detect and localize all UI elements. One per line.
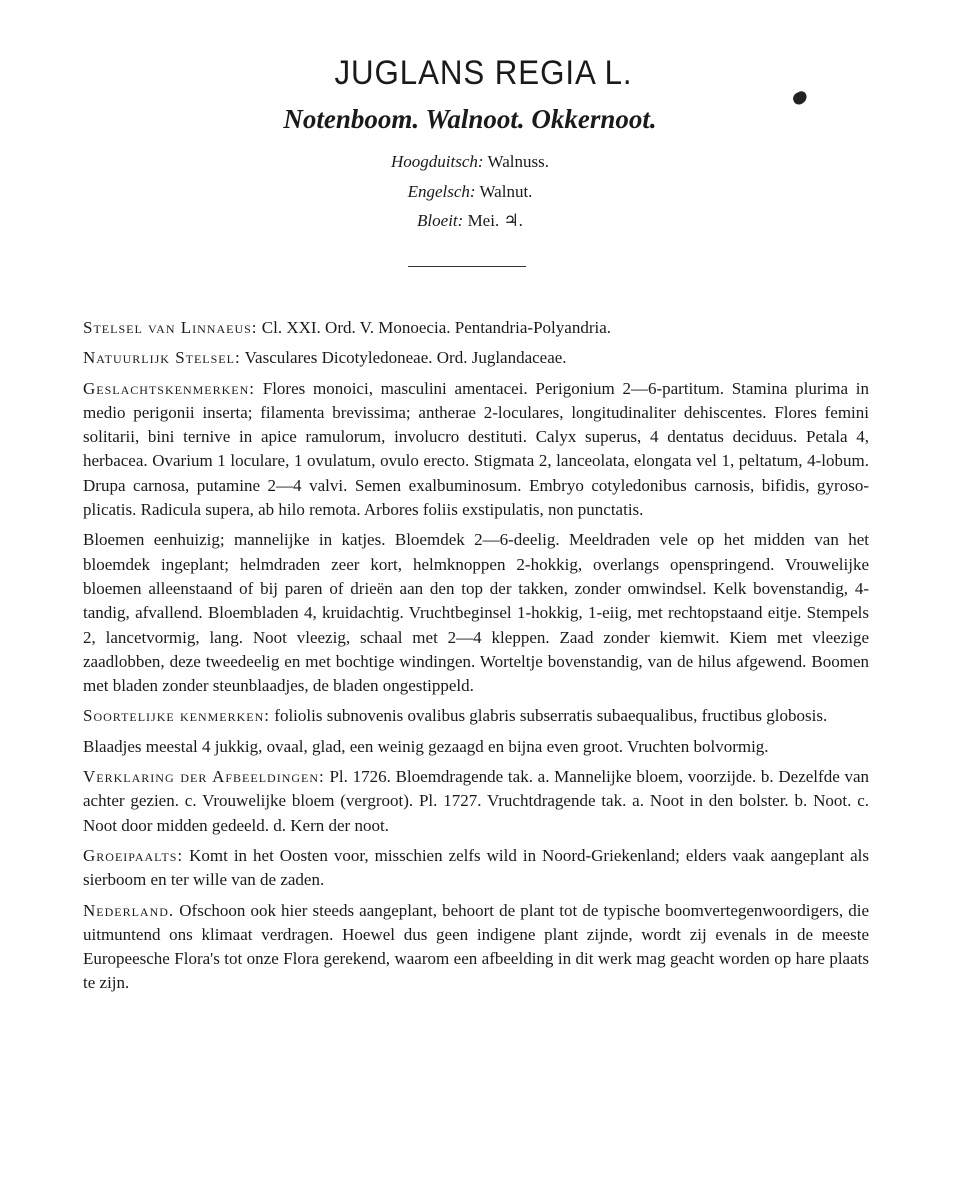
species-characters-label: Soortelijke kenmerken:: [83, 706, 271, 726]
genus-characters-paragraph: [83, 377, 869, 523]
habitat-label: Groeipaalts:: [83, 845, 184, 865]
plates-paragraph: [83, 765, 869, 838]
plates-text: Pl. 1726. Bloemdragende tak. a. Mannelijke bloem, voorzijde. b. Dezelfde van achter gezien. c. Vrouwelijke bloem (vergroot). Pl. 1727. Vruchtdragende tak. a. Noot in den bolster. b. Noot. c. Noot door midden gedeeld. d. Kern der noot.: [83, 767, 870, 835]
natural-system-paragraph: [83, 346, 869, 370]
english-value: Walnut.: [479, 182, 533, 201]
genus-characters-label: Geslachtskenmerken:: [83, 378, 256, 398]
flowering-value: Mei. ♃.: [467, 211, 523, 230]
title-divider: [408, 266, 526, 267]
linnaeus-text: Cl. XXI. Ord. V. Monoecia. Pentandria-Polyandria.: [257, 318, 611, 337]
netherlands-label: Nederland.: [83, 900, 175, 920]
german-label: Hoogduitsch:: [391, 152, 484, 171]
species-characters-dutch: Blaadjes meestal 4 jukkig, ovaal, glad, een weinig gezaagd en bijna even groot. Vruchten bolvormig.: [83, 736, 769, 756]
english-label: Engelsch:: [407, 182, 476, 201]
netherlands-paragraph: [83, 899, 869, 996]
genus-characters-text: Flores monoici, masculini amentacei. Perigonium 2—6-partitum. Stamina plurima in medio perigonii inserta; filamenta brevissima; antherae 2-loculares, longitudinaliter dehiscentes. Flores femini solitarii, bini ternive in apice ramulorum, involucro destituti. Calyx superus, 4 dentatus deciduus. Petala 4, herbacea. Ovarium 1 loculare, 1 ovulatum, ovulo erecto. Stigmata 2, lanceolata, elongata vel 1, peltatum, 4-lobum. Drupa carnosa, putamine 2—4 valvi. Semen exalbuminosum. Embryo cotyledonibus carnosis, bifidis, gyroso-plicatis. Radicula supera, ab hilo remota. Arbores foliis exstipulatis, non punctatis.: [83, 378, 869, 520]
species-characters-paragraph: [83, 704, 869, 728]
german-value: Walnuss.: [487, 152, 549, 171]
plates-label: Verklaring der Afbeeldingen:: [83, 767, 325, 787]
common-names: Notenboom. Walnoot. Okkernoot.: [283, 104, 657, 134]
flowering-label: Bloeit:: [417, 211, 464, 230]
netherlands-text: Ofschoon ook hier steeds aangeplant, behoort de plant tot de typische boomvertegenwoordigers, die uitmuntend ons klimaat verdragen. Hoewel dus geen indigene plant zijnde, wordt zij evenals in de meeste Europeesche Flora's tot onze Flora gerekend, waarom een afbeelding in dit werk mag geacht worden op hare plaats te zijn.: [83, 900, 869, 993]
english-name-line: [0, 182, 940, 202]
flowering-line: [0, 211, 940, 231]
species-characters-text: foliolis subnovenis ovalibus glabris subserratis subaequalibus, fructibus globosis.: [270, 706, 828, 726]
linnaeus-paragraph: [83, 316, 869, 340]
description-body: [83, 316, 869, 996]
natural-system-label: Natuurlijk Stelsel:: [83, 348, 241, 368]
habitat-text: Komt in het Oosten voor, misschien zelfs wild in Noord-Griekenland; elders vaak aangeplant als sierboom en ter wille van de zaden.: [83, 845, 869, 890]
natural-system-text: Vasculares Dicotyledoneae. Ord. Juglandaceae.: [240, 348, 567, 368]
german-name-line: [0, 152, 940, 172]
page-title: JUGLANS REGIA L.: [334, 54, 633, 92]
genus-characters-dutch: Bloemen eenhuizig; mannelijke in katjes. Bloemdek 2—6-deelig. Meeldraden vele op het midden van het bloemdek ingeplant; helmdraden zeer kort, helmknoppen 2-hokkig, overlangs openspringend. Vrouwelijke bloemen alleenstaand of bij paren of drieën aan den top der takken, zonder omwindsel. Kelk bovenstandig, 4-tandig, afvallend. Bloembladen 4, kruidachtig. Vruchtbeginsel 1-hokkig, 1-eiig, met rechtopstaand eitje. Stempels 2, lancetvormig, lang. Noot vleezig, schaal met 2—4 kleppen. Zaad zonder kiemwit. Kiem met vleezige zaadlobben, deze tweedeelig en met bochtige windingen. Worteltje bovenstandig, van de hilus afgewend. Boomen met bladen zonder steunblaadjes, de bladen ongestippeld.: [83, 530, 869, 696]
habitat-paragraph: [83, 844, 869, 893]
linnaeus-label: Stelsel van Linnaeus:: [83, 318, 258, 337]
